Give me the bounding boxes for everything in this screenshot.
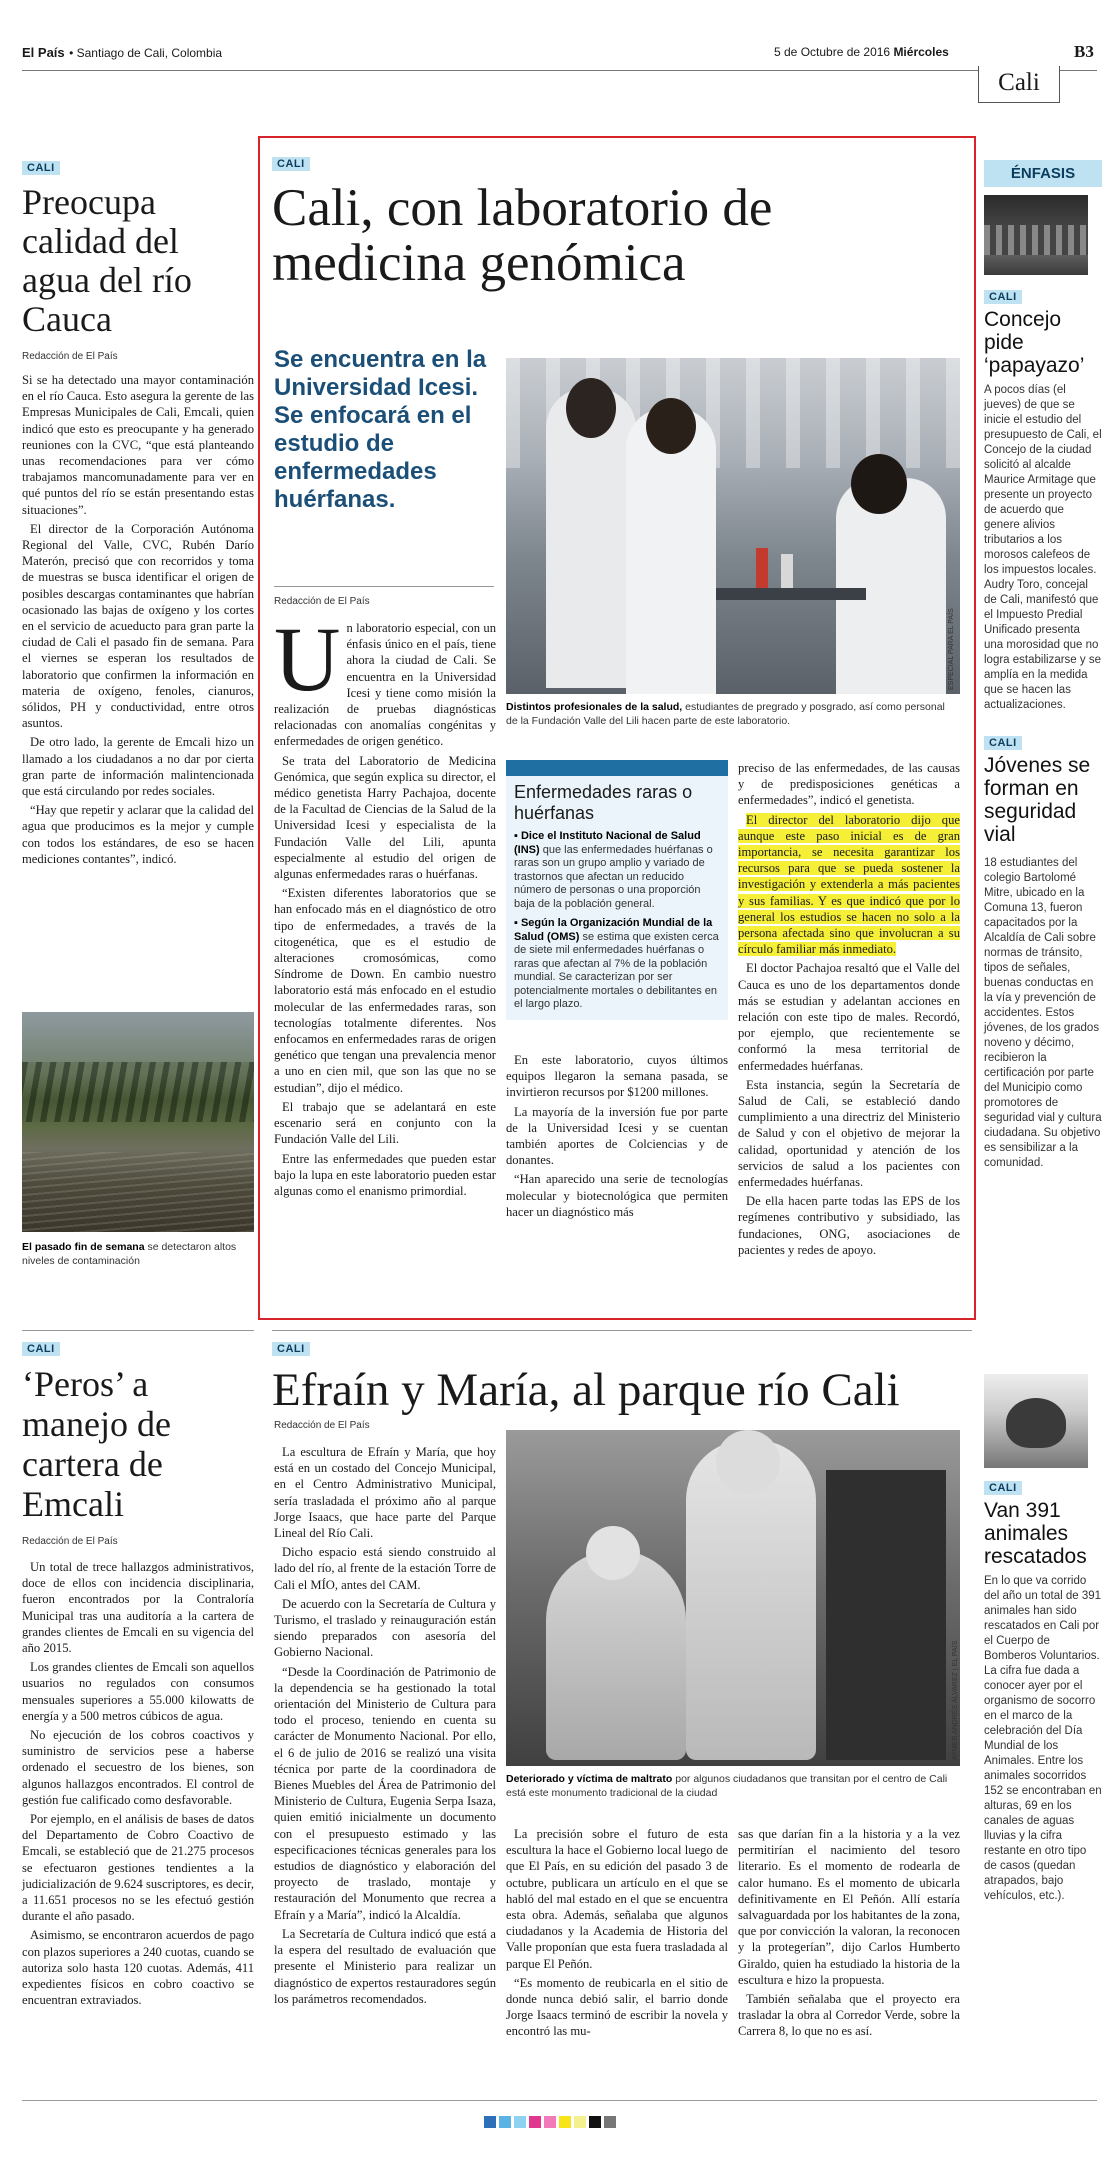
sculpture-photo [506,1430,960,1766]
sidebar-text: 18 estudiantes del colegio Bartolomé Mitre, ubicado en la Comuna 13, fueron capacitados por la Alcaldía de Cali sobre normas de tránsito, tipos de señales, buenas conductas en la vía y prevención de accidentes. Estos jóvenes, de los grados noveno y décimo, recibieron la certificación por parte del Municipio como promotores de seguridad vial y cultura ciudadana. Su objetivo es sensibilizar a la comunidad. [984,857,1102,1169]
section-label: Cali [978,66,1060,103]
paragraph: La precisión sobre el futuro de esta escultura la hace el Gobierno local luego de que El País, en su edición del pasado 3 de octubre, publicara un artículo en el que se habló del mal estado en el que se encuentra esta obra. Además, señalaba que algunos ciudadanos y la Academia de Historia del Valle proponían que esta fuera trasladada al parque El Peñón. [506,1827,728,1971]
paragraph: Un total de trece hallazgos administrativos, doce de ellos con incidencia disciplinaria, fueron encontrados por la Contraloría Municipal tras una auditoría a la cartera de grandes clientes de Emcali en su vigencia del año 2015. [22,1560,254,1656]
article-title: Preocupa calidad del agua del río Cauca [22,182,192,339]
section-tag: CALI [22,1342,60,1356]
paragraph: “Es momento de reubicarla en el sitio de donde nunca debió salir, el barrio donde Jorge Isaacs terminó de escribir la novela y encontró las mu- [506,1975,728,2039]
paper-name: El País [22,45,65,60]
sidebar-tag: CALI [984,1481,1022,1495]
sidebar-text: En lo que va corrido del año un total de 391 animales han sido rescatados en Cali por el Cuerpo de Bomberos Voluntarios. La cifra fue dada a conocer ayer por el organismo de socorro en el marco de la celebración del Día Mundial de los Animales. Entre los animales socorridos 152 se encontraban en alturas, 69 en los canales de aguas lluvias y la cifra restante en otro tipo de casos (quedan atrapados, bajo vehículos, etc.). [984,1575,1102,1902]
paragraph: De otro lado, la gerente de Emcali hizo un llamado a los ciudadanos a no dar por cierta gran parte de información malintencionada que está circulando por redes sociales. [22,735,254,799]
sidebar-title: Concejo pide ‘papayazo’ [984,308,1085,377]
photo-credit: AYMER ANDRÉS ÁLVAREZ | EL PAÍS [952,1640,959,1760]
paragraph: Se trata del Laboratorio de Medicina Genómica, que según explica su director, el médico genetista Harry Pachajoa, docente de la Facultad de Ciencias de la Salud de la Universidad Icesi y especialista de la Fundación Valle del Lili, apunta especialmente al estudio del origen de algunas enfermedades raras o huérfanas. [274,753,496,882]
byline: Redacción de El País [274,596,370,607]
article-column-3 [506,1052,728,1223]
lead-divider [274,586,494,587]
council-photo [984,195,1088,275]
photo-caption: Deteriorado y víctima de maltrato por algunos ciudadanos que transitan por el centro de Cali está este monumento tradicional de la ciudad [506,1773,948,1799]
paragraph: preciso de las enfermedades, de las causas y de predisposiciones genéticas a enfermedades”, indicó el genetista. [738,761,960,808]
color-swatch [604,2116,616,2128]
section-tag: CALI [272,1342,310,1356]
color-swatch [574,2116,586,2128]
paragraph: Por ejemplo, en el análisis de bases de datos del Departamento de Cobro Coactivo de Emcali, se estableció que de 21.275 procesos se efectuaron gestiones tendientes a la judicialización de 9.624 suscriptores, es decir, a 11.651 procesos no se les efectuó gestión durante el año pasado. [22,1812,254,1924]
info-box-item: ▪ Dice el Instituto Nacional de Salud (INS) que las enfermedades huérfanas o raras son un grupo amplio y variado de trastornos que afectan un reducido número de personas o una proporción baja de la población general. [514,830,713,910]
color-swatch [484,2116,496,2128]
featured-article [272,152,964,291]
paragraph: También señalaba que el proyecto era trasladar la obra al Corredor Verde, sobre la Carrera 8, lo que no es así. [738,1992,960,2039]
sidebar-title: Jóvenes se forman en seguridad vial [984,754,1091,846]
left-article-2 [22,1330,254,2011]
sidebar-label: ÉNFASIS [984,160,1102,187]
paragraph: La escultura de Efraín y María, que hoy está en un costado del Concejo Municipal, en el Centro Administrativo Municipal, sería trasladada el próximo año al parque Jorge Isaacs, que hace parte del Parque Lineal del Río Cali. [274,1445,496,1541]
photo-caption: Distintos profesionales de la salud, estudiantes de pregrado y posgrado, así como personal de la Fundación Valle del Lili hacen parte de este laboratorio. [506,701,945,727]
paragraph: Los grandes clientes de Emcali son aquellos usuarios no regulados con consumos mensuales superiores a 55.000 kilowatts de energía y a 500 metros cúbicos de agua. [22,1660,254,1723]
paragraph: “Hay que repetir y aclarar que la calidad del agua que producimos es la mejor y cumple con todos los estándares, de eso se hacen mediciones contantes”, indicó. [22,803,254,866]
paragraph: El trabajo que se adelantará en este escenario será en conjunto con la Fundación Valle del Lili. [274,1099,496,1147]
location: • Santiago de Cali, Colombia [69,46,223,60]
paragraph: La mayoría de la inversión fue por parte de la Universidad Icesi y se cuentan también aportes de Colciencias y de donantes. [506,1104,728,1168]
color-swatch [529,2116,541,2128]
color-swatch [499,2116,511,2128]
date: 5 de Octubre de 2016 [774,45,891,59]
article-lead: Se encuentra en la Universidad Icesi. Se enfocará en el estudio de enfermedades huérfanas. [274,346,487,513]
photo-credit: ESPECIAL PARA EL PAÍS [948,608,955,690]
lab-photo [506,358,960,694]
section-tag: CALI [22,161,60,175]
info-box [506,760,728,1020]
photo-caption: El pasado fin de semana se detectaron altos niveles de contaminación [22,1241,237,1267]
header-date-group [774,45,949,59]
article-title: Efraín y María, al parque río Cali [272,1364,900,1416]
paragraph: sas que darían fin a la historia y a la vez permitirían el nacimiento del tesoro literario. Es el momento de rodearla de calor humano. Es el momento de ubicarla definitivamente en El Peñón. Allí estaría salvaguardada por los habitantes de la zona, que por convicción la valoran, la reconocen y la protegerían”, dijo Carlos Humberto Giraldo, quien ha estudiado la historia de la escultura e hizo la propuesta. [738,1827,960,1987]
sidebar-tag: CALI [984,736,1022,750]
page-bottom-rule [22,2100,1097,2101]
paragraph: n laboratorio especial, con un énfasis único en el país, tiene ahora la ciudad de Cali. Se encuentra en la Universidad Icesi y tiene como misión la realización de pruebas diagnósticas relacionadas con anomalías congénitas y enfermedades de origen genético. [274,621,496,749]
color-swatch [544,2116,556,2128]
paragraph: “Han aparecido una serie de tecnologías molecular y biotecnológica que permiten hacer un diagnóstico más [506,1172,728,1219]
left-article-1 [22,156,254,870]
paragraph: Esta instancia, según la Secretaría de Salud de Cali, se estableció dando cumplimiento a una directriz del Ministerio de Salud y con el objetivo de mejorar la calidad, oportunidad y atención de los servicios de salud a los pacientes con enfermedades huérfanas. [738,1077,960,1190]
river-photo [22,1012,254,1232]
byline: Redacción de El País [22,1536,118,1547]
highlighted-paragraph: El director del laboratorio dijo que aunque este paso inicial es de gran importancia, se necesita garantizar los recursos para que se pueda sostener la investigación y extenderla a más pacientes y sus familias. Y es que indicó que por lo general los estudios se hacen no solo a la persona afectada sino que involucran a su círculo familiar más inmediato. [738,812,960,957]
paragraph: El director de la Corporación Autónoma Regional del Valle, CVC, Rubén Darío Materón, precisó que con recorridos y toma de muestras se busca identificar el origen de posibles descargas contaminantes que habrían ocasionado las bajas de oxígeno y los cortes en el servicio de acueducto para gran parte la ciudad de Cali el pasado fin de semana. Para el viernes se esperan los resultados de laboratorio que confirmen la información en materia de oxígeno, fenoles, cianuros, sólidos, PH y conductividad, entre otros asuntos. [22,521,254,731]
byline: Redacción de El País [22,351,118,362]
article-column-4 [738,760,960,1261]
paragraph: De ella hacen parte todas las EPS de los regímenes contributivo y subsidiado, las fundaciones, ONG, asociaciones de pacientes y redes de apoyo. [738,1194,960,1257]
article-title: ‘Peros’ a manejo de cartera de Emcali [22,1364,171,1524]
sidebar-tag: CALI [984,290,1022,304]
paragraph: Asimismo, se encontraron acuerdos de pago con plazos superiores a 240 cuotas, cuando se autoriza solo hasta 120 cuotas. Además, 411 expedientes físicos en cobro coactivo se encuentran extraviados. [22,1928,254,2008]
weekday: Miércoles [893,45,949,59]
info-box-item: ▪ Según la Organización Mundial de la Salud (OMS) se estima que existen cerca de siete mil enfermedades huérfanas o raras que afectan al 7% de la población mundial. Se caracterizan por ser potencialmente mortales o debilitantes en el largo plazo. [514,917,719,1010]
color-registration-bar [484,2116,616,2128]
paragraph: “Desde la Coordinación de Patrimonio de la dependencia se ha gestionado la total orientación del Ministerio de Cultura para todo el proceso, teniendo en cuenta su carácter de Monumento Nacional. Por ello, el 6 de julio de 2016 se realizó una visita técnica por parte de la coordinadora de Bienes Muebles del Área de Patrimonio del Ministerio de Cultura, Eugenia Serpa Isaza, quien emitió inicialmente un documento con el presupuesto estimado y las especificaciones técnicas generales para los estudios de diagnóstico y elaboración del proyecto de traslado, montaje y restauración del Monumento que recrea a Efraín y a María”, indicó la Alcaldía. [274,1664,496,1922]
paragraph: Dicho espacio está siendo construido al lado del río, al frente de la estación Torre de Cali el MÍO, antes del CAM. [274,1545,496,1592]
sidebar-title: Van 391 animales rescatados [984,1499,1087,1568]
byline: Redacción de El País [274,1420,370,1431]
article-column-1 [274,620,496,1202]
color-swatch [589,2116,601,2128]
sidebar-bottom [984,1374,1102,1904]
color-swatch [559,2116,571,2128]
paragraph: Si se ha detectado una mayor contaminación en el río Cauca. Esto asegura la gerente de las Empresas Municipales de Cali, Emcali, quien indicó que esto es preocupante y ha generado reuniones con la CVC, “que está planteando unas recomendaciones para ver cómo trabajamos mancomunadamente para ver en qué puntos del río se están presentando estas situaciones”. [22,373,254,517]
section-tag: CALI [272,157,310,171]
article-title: Cali, con laboratorio de medicina genómica [272,179,773,292]
color-swatch [514,2116,526,2128]
bottom-column-1 [274,1444,496,2010]
sidebar-text: A pocos días (el jueves) de que se inicie el estudio del presupuesto de Cali, el Concejo de la ciudad solicitó al alcalde Maurice Armitage que presente un proyecto de acuerdo que genere alivios tributarios a los morosos calefeos de los impuestos locales. Audry Toro, concejal de Cali, manifestó que el Impuesto Predial Unificado presenta una morosidad que no logra estabilizarse y se amplía en la medida que se hacen las actualizaciones. [984,384,1102,711]
bottom-column-2 [506,1826,728,2043]
sidebar [984,160,1102,1171]
bottom-article [272,1330,972,1416]
drop-cap: U [274,620,341,710]
paragraph: “Existen diferentes laboratorios que se han enfocado más en el diagnóstico de otro tipo de enfermedades, a través de la citogenética, que es el estudio de alteraciones cromosómicas, como Síndrome de Down. En cambio nuestro laboratorio está más enfocado en el estudio molecular de las enfermedades raras, son tecnologías totalmente diferentes. Nos enfocamos en enfermedades raras de origen genético que tengan una prevalencia menor a uno en cien mil, que son las que no se estudian”, dijo el médico. [274,886,496,1095]
paragraph: La Secretaría de Cultura indicó que está a la espera del resultado de evaluación que presente el Ministerio para realizar un diagnóstico de expertos restauradores según los parámetros recomendados. [274,1926,496,2006]
info-box-title: Enfermedades raras o huérfanas [514,782,693,823]
paragraph: Entre las enfermedades que pueden estar bajo la lupa en este laboratorio pueden estar algunas como el enanismo primordial. [274,1151,496,1198]
bottom-column-3 [738,1826,960,2043]
page-header [22,44,1097,71]
paragraph: En este laboratorio, cuyos últimos equipos llegaron la semana pasada, se invirtieron recursos por $1200 millones. [506,1053,728,1100]
paragraph: No ejecución de los cobros coactivos y suministro de servicios pese a haberse ordenado el secuestro de los bienes, son algunos hallazgos encontrados. El control de gestión fue calificado como desfavorable. [22,1728,254,1807]
page-number: B3 [1074,42,1094,61]
animal-photo [984,1374,1088,1468]
paragraph: El doctor Pachajoa resaltó que el Valle del Cauca es uno de los departamentos donde más se estudian y adelantan acciones en relación con este tipo de males. Recordó, por ejemplo, que recientemente se conformó la mesa territorial de enfermedades huérfanas. [738,961,960,1073]
paragraph: De acuerdo con la Secretaría de Cultura y Turismo, el traslado y reinauguración están siendo preparados con asesoría del Gobierno Nacional. [274,1596,496,1660]
